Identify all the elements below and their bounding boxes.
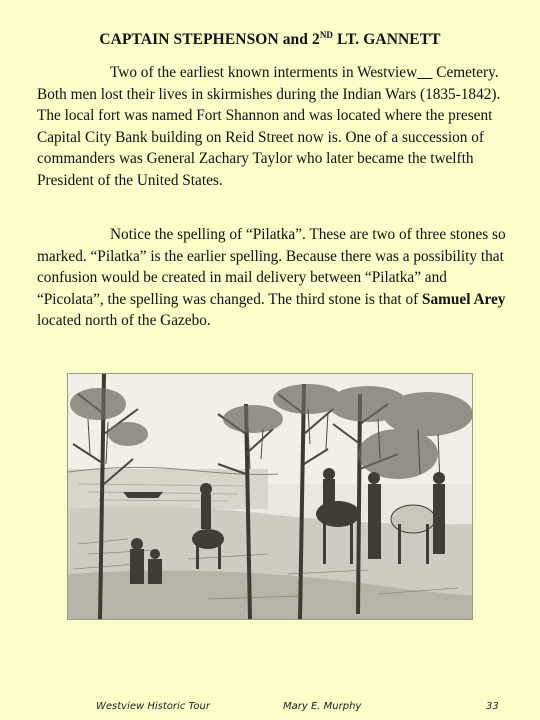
paragraph-2-body: Notice the spelling of “Pilatka”. These are two of three stones so marked. “Pilatka” is the earlier spelling. Because there was a possibility that confusion would be created in mail delivery between “Pilatka” and “Picolata”, the spelling was changed. The third stone is that of bbox=[37, 226, 506, 308]
paragraph-1 bbox=[37, 62, 507, 192]
underline-mark bbox=[417, 64, 432, 81]
title-superscript: ND bbox=[319, 30, 334, 40]
footer-page-number: 33 bbox=[486, 701, 499, 712]
page-title bbox=[0, 30, 540, 49]
paragraph-2-end: located north of the Gazebo. bbox=[37, 312, 211, 330]
historic-engraving-illustration bbox=[67, 373, 473, 620]
paragraph-2-indent bbox=[37, 226, 110, 243]
paragraph-1-first-line: Two of the earliest known interments in Westview bbox=[110, 64, 418, 81]
title-text-suffix: LT. GANNETT bbox=[333, 31, 441, 48]
footer-author: Mary E. Murphy bbox=[283, 701, 362, 712]
footer-tour-name: Westview Historic Tour bbox=[96, 701, 210, 712]
page-footer bbox=[0, 697, 540, 717]
paragraph-1-body: Cemetery. Both men lost their lives in skirmishes during the Indian Wars (1835-1842). The local fort was named Fort Shannon and was located where the present Capital City Bank building on Reid Street now is. One of a succession of commanders was General Zachary Taylor who later became the twelfth President of the United States. bbox=[37, 64, 501, 189]
engraving-drawing bbox=[68, 374, 472, 619]
samuel-arey-name: Samuel Arey bbox=[422, 290, 506, 308]
paragraph-2 bbox=[37, 224, 507, 332]
title-text: CAPTAIN STEPHENSON and 2 bbox=[99, 31, 320, 48]
